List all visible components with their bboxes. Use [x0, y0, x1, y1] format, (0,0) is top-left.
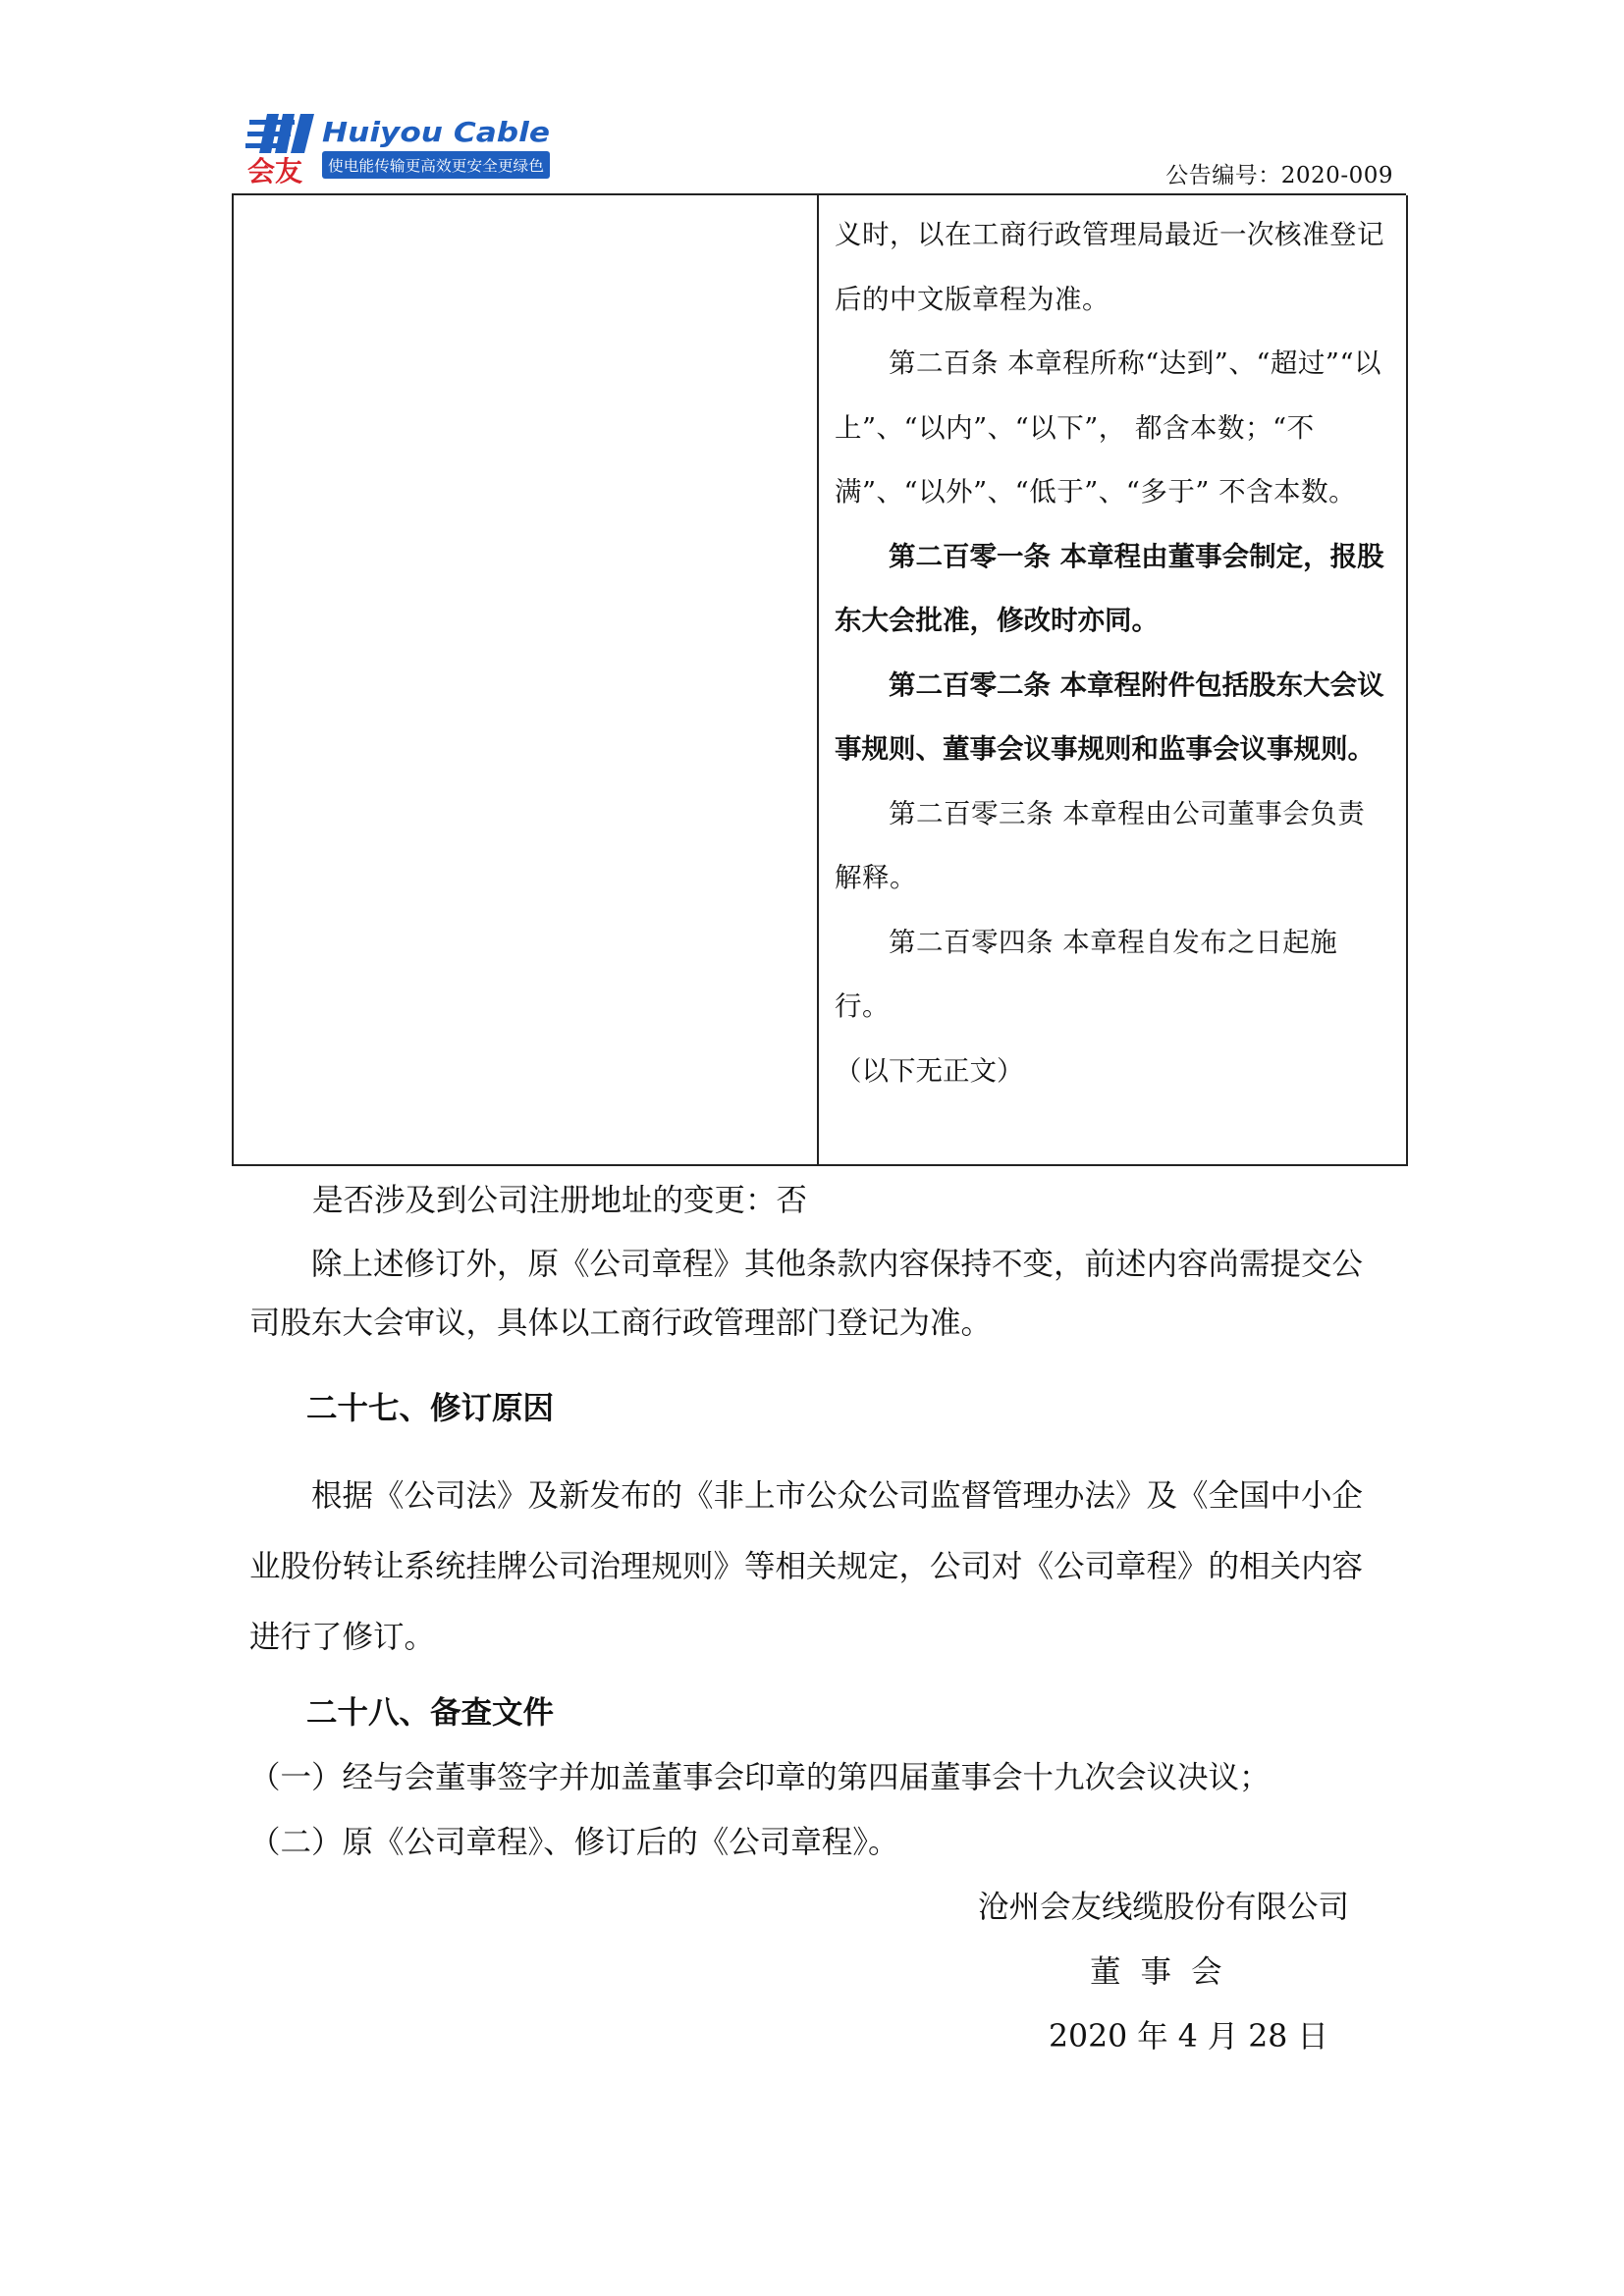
revision-table: [232, 195, 1408, 1166]
signature-date: 2020 年 4 月 28 日: [1049, 2019, 1328, 2055]
logo-mark-icon: [245, 114, 314, 153]
clause-204: 第二百零四条 本章程自发布之日起施行。: [835, 926, 1338, 1022]
clause-202: 第二百零二条 本章程附件包括股东大会议事规则、董事会议事规则和监事会议事规则。: [835, 668, 1384, 765]
no-further-text: （以下无正文）: [835, 1054, 1024, 1087]
logo-slogan: 使电能传输更高效更安全更绿色: [328, 157, 544, 175]
logo-brand-cn: 会友: [247, 155, 303, 185]
signature-board: 董 事 会: [1090, 1954, 1222, 1990]
section-27-text: 根据《公司法》及新发布的《非上市公众公司监督管理办法》及《全国中小企业股份转让系统挂牌公司治理规则》等相关规定，公司对《公司章程》的相关内容进行了修订。: [249, 1478, 1364, 1655]
section-27-heading: 二十七、修订原因: [306, 1391, 555, 1426]
table-right-cell: [835, 203, 1392, 1103]
logo-brand-en: Huiyou Cable: [322, 116, 550, 148]
revision-note-text: 除上述修订外，原《公司章程》其他条款内容保持不变，前述内容尚需提交公司股东大会审议，具体以工商行政管理部门登记为准。: [249, 1247, 1364, 1341]
revision-note: [249, 1235, 1390, 1353]
clause-203: 第二百零三条 本章程由公司董事会负责解释。: [835, 797, 1366, 893]
notice-number: 公告编号：2020-009: [1165, 163, 1393, 188]
reference-item-1: （一）经与会董事签字并加盖董事会印章的第四届董事会十九次会议决议；: [249, 1760, 1271, 1795]
section-28-heading: 二十八、备查文件: [306, 1695, 555, 1731]
address-change-line: 是否涉及到公司注册地址的变更：否: [312, 1183, 808, 1218]
company-logo: [245, 110, 555, 185]
table-column-divider: [817, 195, 819, 1164]
clause-200: 第二百条 本章程所称“达到”、“超过”“以上”、“以内”、“以下”， 都含本数；“不满”、“以外”、“低于”、“多于” 不含本数。: [835, 347, 1382, 507]
reference-item-2: （二）原《公司章程》、修订后的《公司章程》。: [249, 1825, 899, 1860]
clause-201: 第二百零一条 本章程由董事会制定，报股东大会批准，修改时亦同。: [835, 540, 1384, 636]
signature-company: 沧州会友线缆股份有限公司: [978, 1890, 1350, 1925]
clause-text: 义时，以在工商行政管理局最近一次核准登记后的中文版章程为准。: [835, 219, 1384, 315]
section-27-body: [249, 1461, 1390, 1673]
